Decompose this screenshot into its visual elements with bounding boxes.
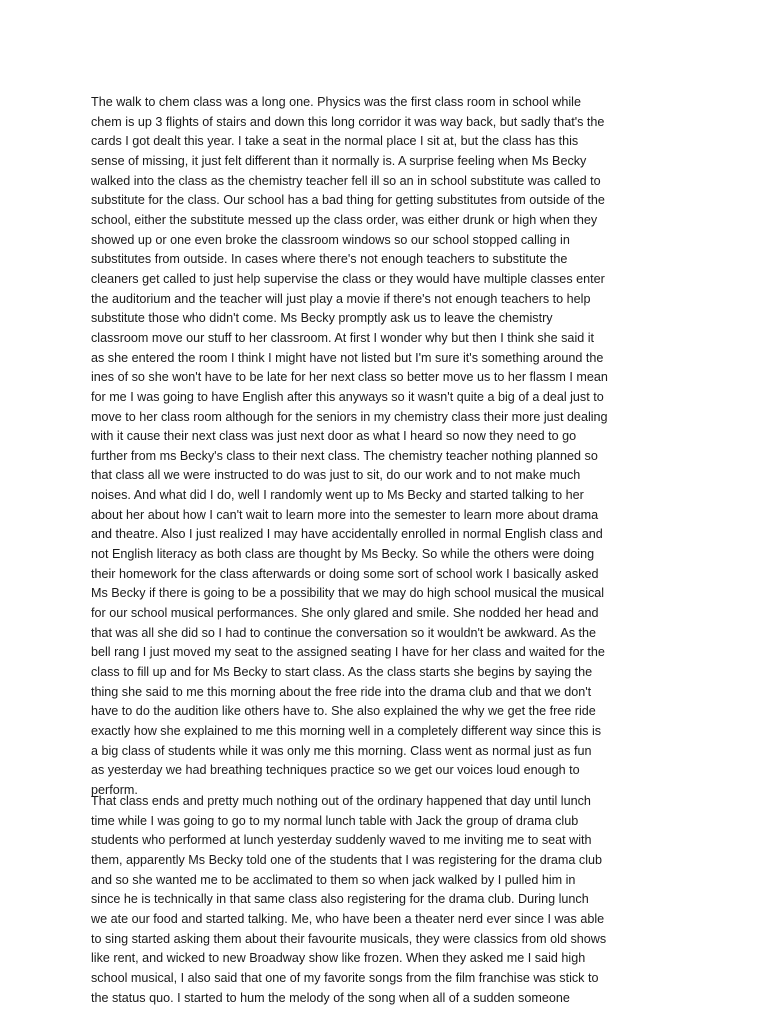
text-line: the status quo. I started to hum the melody of the song when all of a sudden someone <box>91 990 570 1005</box>
text-line: their homework for the class afterwards or doing some sort of school work I basically asked <box>91 566 599 581</box>
text-line: class to fill up and for Ms Becky to start class. As the class starts she begins by saying the <box>91 665 593 680</box>
text-line: sense of missing, it just felt different than it normally is. A surprise feeling when Ms Becky <box>91 153 587 168</box>
text-line: further from ms Becky's class to their next class. The chemistry teacher nothing planned so <box>91 448 598 463</box>
text-line: school, either the substitute messed up the class order, was either drunk or high when they <box>91 212 598 227</box>
text-line: exactly how she explained to me this morning well in a completely different way since this is <box>91 724 602 738</box>
text-line: as yesterday we had breathing techniques practice so we get our voices loud enough to <box>91 763 580 778</box>
text-line: walked into the class as the chemistry teacher fell ill so an in school substitute was called to <box>91 173 601 188</box>
paragraph-2 <box>91 792 667 1008</box>
text-line: noises. And what did I do, well I randomly went up to Ms Becky and started talking to her <box>91 488 584 503</box>
text-line: time while I was going to go to my normal lunch table with Jack the group of drama club <box>91 813 579 828</box>
text-line: for our school musical performances. She only glared and smile. She nodded her head and <box>91 606 599 621</box>
text-line: we ate our food and started talking. Me, who have been a theater nerd ever since I was able <box>91 911 605 926</box>
text-line: students who performed at lunch yesterday suddenly waved to me inviting me to seat with <box>91 833 592 848</box>
text-line: The walk to chem class was a long one. Physics was the first class room in school while <box>91 95 581 109</box>
text-line: classroom move our stuff to her classroom. At first I wonder why but then I think she said it <box>91 330 595 345</box>
text-line: a big class of students while it was only me this morning. Class went as normal just as fun <box>91 743 592 758</box>
text-line: with it cause their next class was just next door as what I heard so now they need to go <box>91 429 577 444</box>
text-line: them, apparently Ms Becky told one of the students that I was registering for the drama club <box>91 852 603 867</box>
text-line: substitute those who didn't come. Ms Becky promptly ask us to leave the chemistry <box>91 311 553 326</box>
paragraph-1 <box>91 93 667 801</box>
text-line: That class ends and pretty much nothing out of the ordinary happened that day until lunch <box>91 794 591 808</box>
text-line: chem is up 3 flights of stairs and down this long corridor it was way back, but sadly that's the <box>91 114 605 129</box>
text-line: showed up or one even broke the classroom windows so our school stopped calling in <box>91 232 570 247</box>
text-line: substitute for the class. Our school has a bad thing for getting substitutes from outside of the <box>91 193 605 208</box>
text-line: and theatre. Also I just realized I may have accidentally enrolled in normal English class and <box>91 527 603 542</box>
text-line: as she entered the room I think I might have not listed but I'm sure it's something around the <box>91 350 604 365</box>
text-line: thing she said to me this morning about the free ride into the drama club and that we don't <box>91 684 592 699</box>
text-line: Ms Becky if there is going to be a possibility that we may do high school musical the musical <box>91 586 605 601</box>
text-line: cleaners get called to just help supervise the class or they would have multiple classes enter <box>91 271 605 286</box>
text-line: move to her class room although for the seniors in my chemistry class their more just dealing <box>91 409 608 424</box>
text-line: cards I got dealt this year. I take a seat in the normal place I sit at, but the class has this <box>91 134 579 149</box>
text-line: perform. <box>91 782 138 797</box>
text-line: school musical, I also said that one of my favorite songs from the film franchise was stick to <box>91 970 599 985</box>
text-line: and so she wanted me to be acclimated to them so when jack walked by I pulled him in <box>91 872 576 887</box>
text-line: to sing started asking them about their favourite musicals, they were classics from old shows <box>91 931 607 946</box>
text-line: ines of so she won't have to be late for her next class so better move us to her flassm I mean <box>91 370 608 385</box>
text-line: substitutes from outside. In cases where there's not enough teachers to substitute the <box>91 252 568 267</box>
text-line: like rent, and wicked to new Broadway show like frozen. When they asked me I said high <box>91 951 586 966</box>
text-line: have to do the audition like others have to. She also explained the why we get the free ride <box>91 704 596 719</box>
text-line: about her about how I can't wait to learn more into the semester to learn more about drama <box>91 507 599 522</box>
text-line: for me I was going to have English after this anyways so it wasn't quite a big of a deal just to <box>91 389 604 404</box>
text-line: that class all we were instructed to do was just to sit, do our work and to not make much <box>91 468 581 483</box>
text-line: since he is technically in that same class also registering for the drama club. During lunch <box>91 892 589 907</box>
text-line: not English literacy as both class are thought by Ms Becky. So while the others were doing <box>91 547 595 562</box>
text-line: the auditorium and the teacher will just play a movie if there's not enough teachers to help <box>91 291 591 306</box>
text-line: that was all she did so I had to continue the conversation so it wouldn't be awkward. As the <box>91 625 597 640</box>
text-line: bell rang I just moved my seat to the assigned seating I have for her class and waited for the <box>91 645 605 660</box>
